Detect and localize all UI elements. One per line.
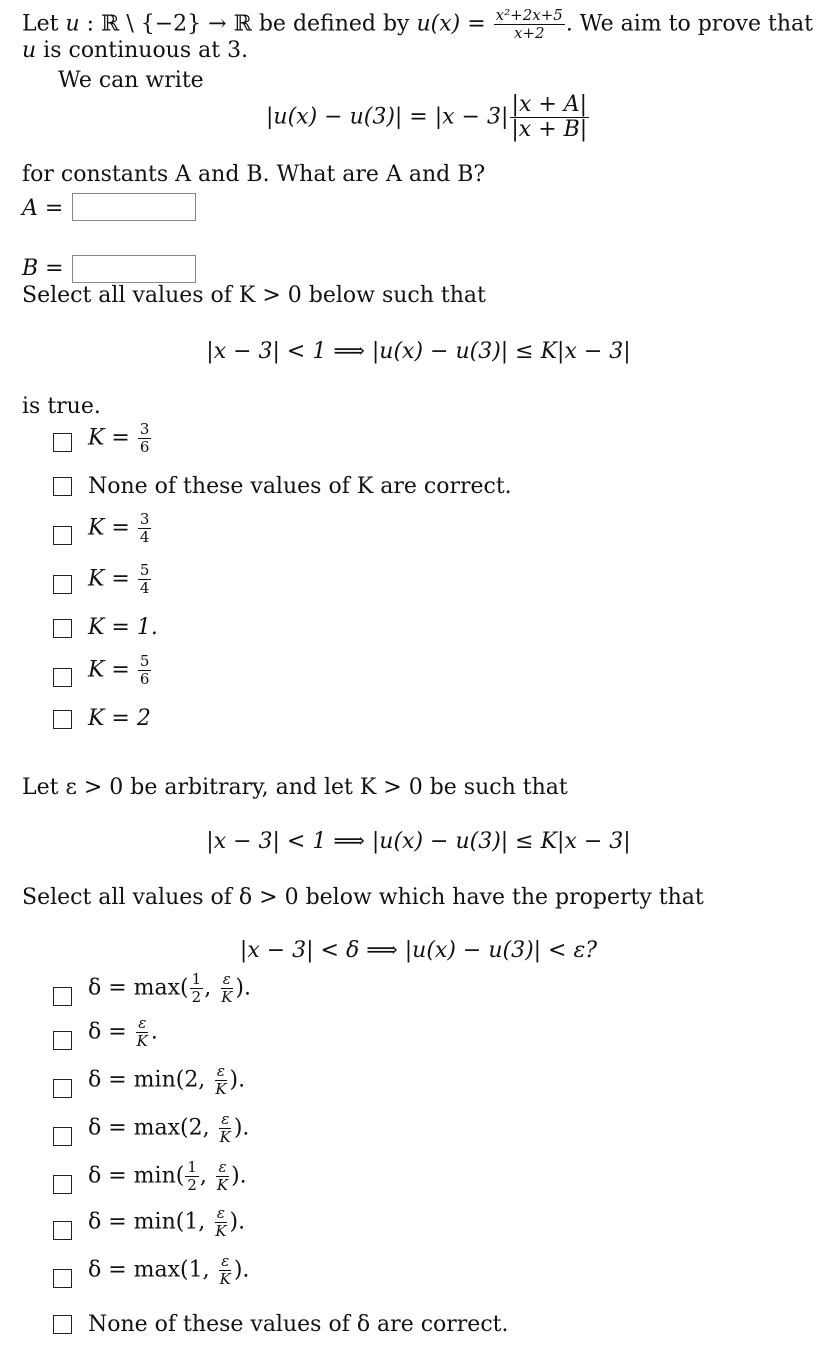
k-prefix: K = (88, 566, 137, 592)
b-input[interactable] (72, 255, 196, 283)
delta-option-checkbox[interactable] (53, 1315, 72, 1334)
function-mapping: : ℝ \ {−2} → ℝ be defined by (79, 11, 417, 37)
delta-frac-b (219, 972, 234, 1005)
identity-lhs: |u(x) − u(3)| = |x − 3| (266, 104, 509, 130)
k-option-checkbox[interactable] (53, 619, 72, 638)
frac-den: K (219, 1270, 231, 1288)
delta-option-label (88, 1314, 508, 1336)
k-option-label (88, 563, 152, 596)
delta-frac-b (218, 1254, 233, 1287)
delta-property: |x − 3| < δ ⟹ |u(x) − u(3)| < ε? (239, 938, 598, 963)
k-den: 6 (139, 438, 150, 456)
frac-den: K (219, 1128, 231, 1146)
frac-den: K (136, 1032, 148, 1050)
k-two-text: K = 2 (88, 706, 151, 731)
k-fraction (138, 512, 152, 545)
frac-num: ε (222, 970, 231, 988)
k-option-checkbox[interactable] (53, 668, 72, 687)
delta-frac-a (190, 972, 204, 1005)
function-name-2: u (22, 38, 37, 63)
delta-option-checkbox[interactable] (53, 1031, 72, 1050)
delta-frac-b (218, 1112, 233, 1145)
frac-num: 1 (191, 970, 202, 988)
delta-post: ). (233, 1115, 250, 1141)
equals-sign: = (460, 11, 493, 37)
delta-pre: δ = max(1, (88, 1257, 217, 1283)
k-fraction (138, 563, 152, 596)
identity-numerator: |x + A| (511, 92, 588, 117)
identity-fraction (509, 94, 589, 141)
k-num: 5 (139, 561, 150, 579)
delta-option-label (88, 1254, 249, 1287)
intro-line-1 (22, 8, 813, 41)
k-prompt: Select all values of K > 0 below such that (22, 283, 486, 308)
frac-den: K (215, 1080, 227, 1098)
delta-intro: Let ε > 0 be arbitrary, and let K > 0 be such that (22, 775, 568, 800)
identity-denominator: |x + B| (511, 117, 588, 142)
frac-den: K (221, 988, 233, 1006)
k-fraction (138, 422, 152, 455)
frac-num: ε (221, 1252, 230, 1270)
k-option-checkbox[interactable] (53, 710, 72, 729)
delta-option-checkbox[interactable] (53, 1269, 72, 1288)
frac-num: ε (216, 1204, 225, 1222)
delta-none-text: None of these values of δ are correct. (88, 1312, 509, 1337)
k-den: 6 (139, 670, 150, 688)
delta-pre: δ = (88, 1019, 134, 1045)
k-option-label (88, 422, 152, 455)
intro-line-2 (22, 40, 248, 62)
k-option-label (88, 708, 151, 730)
delta-pre: δ = min(1, (88, 1209, 213, 1235)
delta-option-checkbox[interactable] (53, 1079, 72, 1098)
k-option-checkbox[interactable] (53, 477, 72, 496)
delta-implication: |x − 3| < 1 ⟹ |u(x) − u(3)| ≤ K|x − 3| (206, 829, 631, 854)
k-option-label (88, 512, 152, 545)
question-ab: for constants A and B. What are A and B? (22, 162, 486, 187)
k-den: 4 (139, 528, 150, 546)
k-option-label (88, 617, 158, 639)
frac-den: K (216, 1176, 229, 1194)
identity-equation (266, 94, 590, 141)
intro-line-3: We can write (58, 68, 204, 93)
delta-option-checkbox[interactable] (53, 1175, 72, 1194)
frac-den: 2 (191, 988, 202, 1006)
frac-den: K (215, 1222, 227, 1240)
delta-frac-a (185, 1160, 199, 1193)
k-prefix: K = (88, 657, 137, 683)
k-den: 4 (139, 579, 150, 597)
a-input[interactable] (72, 193, 196, 221)
delta-option-label (88, 1064, 245, 1097)
delta-pre: δ = min( (88, 1163, 185, 1189)
k-none-text: None of these values of K are correct. (88, 474, 512, 499)
delta-option-checkbox[interactable] (53, 1221, 72, 1240)
intro-line-2-text: is continuous at 3. (43, 38, 249, 63)
delta-option-label (88, 1206, 245, 1239)
k-option-label (88, 476, 512, 498)
k-prefix: K = (88, 425, 137, 451)
delta-frac-b (215, 1160, 230, 1193)
k-option-checkbox[interactable] (53, 526, 72, 545)
k-prefix: K = (88, 515, 137, 541)
a-label: A = (22, 196, 64, 221)
function-name: u (65, 11, 80, 37)
frac-num: 1 (187, 1158, 197, 1176)
delta-post: ). (231, 1163, 247, 1189)
frac-den: 2 (187, 1176, 197, 1194)
frac-num: ε (216, 1062, 225, 1080)
k-num: 5 (139, 652, 150, 670)
delta-option-checkbox[interactable] (53, 1127, 72, 1146)
frac-num: ε (138, 1014, 147, 1032)
function-call: u(x) (416, 11, 461, 37)
frac-num: ε (221, 1110, 230, 1128)
delta-post: ). (229, 1067, 246, 1093)
k-option-label (88, 654, 152, 687)
k-option-checkbox[interactable] (53, 575, 72, 594)
delta-option-label (88, 1160, 247, 1193)
delta-post: . (150, 1019, 158, 1045)
delta-prompt: Select all values of δ > 0 below which have the property that (22, 885, 704, 910)
k-num: 3 (139, 420, 150, 438)
k-num: 3 (139, 510, 150, 528)
k-fraction (138, 654, 152, 687)
delta-option-label (88, 972, 251, 1005)
delta-mid: , (199, 1163, 214, 1189)
delta-option-label (88, 1112, 249, 1145)
delta-option-checkbox[interactable] (53, 987, 72, 1006)
delta-post: ). (235, 975, 251, 1001)
k-implication: |x − 3| < 1 ⟹ |u(x) − u(3)| ≤ K|x − 3| (206, 339, 631, 364)
delta-pre: δ = min(2, (88, 1067, 213, 1093)
function-fraction (494, 8, 565, 41)
delta-option-label (88, 1016, 158, 1049)
k-after: is true. (22, 394, 101, 419)
k-option-checkbox[interactable] (53, 433, 72, 452)
intro-text: Let (22, 11, 66, 37)
frac-num: ε (218, 1158, 227, 1176)
delta-frac-b (213, 1206, 228, 1239)
delta-pre: δ = max( (88, 975, 189, 1001)
k-one-text: K = 1. (88, 615, 158, 640)
fraction-numerator: x²+2x+5 (495, 6, 563, 24)
b-label: B = (22, 256, 64, 281)
delta-pre: δ = max(2, (88, 1115, 217, 1141)
delta-post: ). (229, 1209, 246, 1235)
delta-mid: , (204, 975, 219, 1001)
intro-suffix: . We aim to prove that (565, 11, 813, 37)
delta-frac-b (135, 1016, 150, 1049)
delta-post: ). (233, 1257, 250, 1283)
fraction-denominator: x+2 (513, 24, 545, 42)
delta-frac-b (213, 1064, 228, 1097)
